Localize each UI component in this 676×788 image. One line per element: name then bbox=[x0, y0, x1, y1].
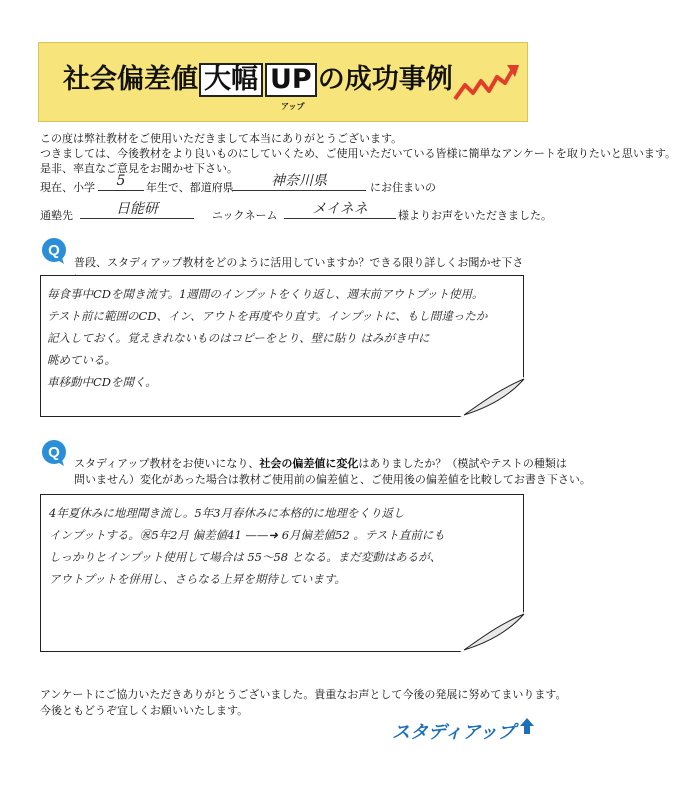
q1-text: 普段、スタディアップ教材をどのように活用していますか？できる限り詳しくお聞かせ下さ bbox=[74, 256, 524, 269]
q1-answer-box bbox=[40, 275, 524, 417]
logo-arrow-icon bbox=[520, 718, 534, 734]
q1-answer-line-1: 毎食事中CDを聞き流す。1週間のインプットをくり返し、週末前アウトプット使用。 bbox=[47, 287, 484, 301]
q2-answer-line-4: アウトプットを併用し、さらなる上昇を期待しています。 bbox=[49, 572, 346, 586]
q1-answer-line-5: 車移動中CDを聞く。 bbox=[47, 375, 157, 389]
rising-arrow-icon bbox=[451, 61, 523, 107]
intro-line-1: この度は弊社教材をご使用いただきまして本当にありがとうございます。 bbox=[40, 132, 403, 145]
study-up-logo bbox=[392, 718, 534, 744]
q1-answer-line-2: テスト前に範囲のCD、イン、アウトを再度やり直す。インプットに、もし間違ったか bbox=[47, 309, 488, 323]
footer-line-1: アンケートにご協力いただきありがとうございました。貴重なお声として今後の発展に努めてまいります。 bbox=[40, 688, 567, 701]
school-field: 日能研 bbox=[80, 200, 194, 219]
prefecture-field: 神奈川県 bbox=[232, 172, 366, 191]
residence-suffix: にお住まいの bbox=[370, 181, 436, 194]
q2-text-b: はありましたか？（模試やテストの種類は bbox=[358, 457, 567, 470]
title-box-daifuku: 大幅 bbox=[199, 63, 263, 97]
page-curl-icon bbox=[460, 612, 524, 652]
intro-line-2: つきましては、今後教材をより良いものにしていくため、ご使用いただいている皆様に簡単なアンケートを取りたいと思います。 bbox=[40, 147, 676, 160]
grade-field: 5 bbox=[98, 172, 144, 191]
footer-line-2: 今後ともどうぞ宜しくお願いいたします。 bbox=[40, 704, 249, 717]
page-curl-icon bbox=[460, 377, 524, 417]
nickname-prefix: ニックネーム bbox=[212, 209, 278, 222]
school-prefix: 通塾先 bbox=[40, 209, 73, 222]
q2-answer-box bbox=[40, 494, 524, 652]
question-bubble-icon bbox=[40, 439, 68, 467]
title-ruby: アップ bbox=[281, 102, 305, 111]
title-banner bbox=[38, 42, 528, 122]
q2-text-a: スタディアップ教材をお使いになり、 bbox=[74, 457, 260, 470]
title-right: の成功事例 bbox=[317, 64, 453, 95]
q2-answer-line-3: しっかりとインプット使用して場合は 55〜58 となる。まだ変動はあるが、 bbox=[49, 550, 442, 564]
voice-suffix: 様よりお声をいただきました。 bbox=[398, 209, 552, 222]
nickname-field: メイネネ bbox=[284, 200, 396, 219]
title-box-up: UP bbox=[265, 63, 317, 97]
q2-answer-line-2: インプットする。㊗5年2月 偏差値41 ——➜ 6月偏差値52 。テスト直前にも bbox=[49, 528, 445, 542]
svg-text:Q: Q bbox=[48, 242, 60, 259]
banner-title bbox=[63, 63, 453, 97]
intro-line-3: 是非、率直なご意見をお聞かせ下さい。 bbox=[40, 162, 238, 175]
logo-text: スタディアップ bbox=[392, 722, 516, 743]
q2-answer-line-1: 4年夏休みに地理聞き流し。5年3月春休みに本格的に地理をくり返し bbox=[49, 506, 405, 520]
title-left: 社会偏差値 bbox=[63, 64, 198, 95]
q1-answer-line-4: 眺めている。 bbox=[47, 353, 116, 367]
q2-text-line-1 bbox=[74, 456, 567, 472]
q2-text-bold: 社会の偏差値に変化 bbox=[259, 457, 359, 470]
prefecture-prefix: 年生で、都道府県 bbox=[146, 181, 234, 194]
question-bubble-icon bbox=[40, 237, 68, 265]
q2-text-line-2: 問いません）変化があった場合は教材ご使用前の偏差値と、ご使用後の偏差値を比較してお書き下さい。 bbox=[74, 473, 591, 486]
grade-prefix: 現在、小学 bbox=[40, 181, 95, 194]
svg-text:Q: Q bbox=[48, 444, 60, 461]
q1-answer-line-3: 記入しておく。覚えきれないものはコピーをとり、壁に貼り はみがき中に bbox=[47, 331, 430, 345]
